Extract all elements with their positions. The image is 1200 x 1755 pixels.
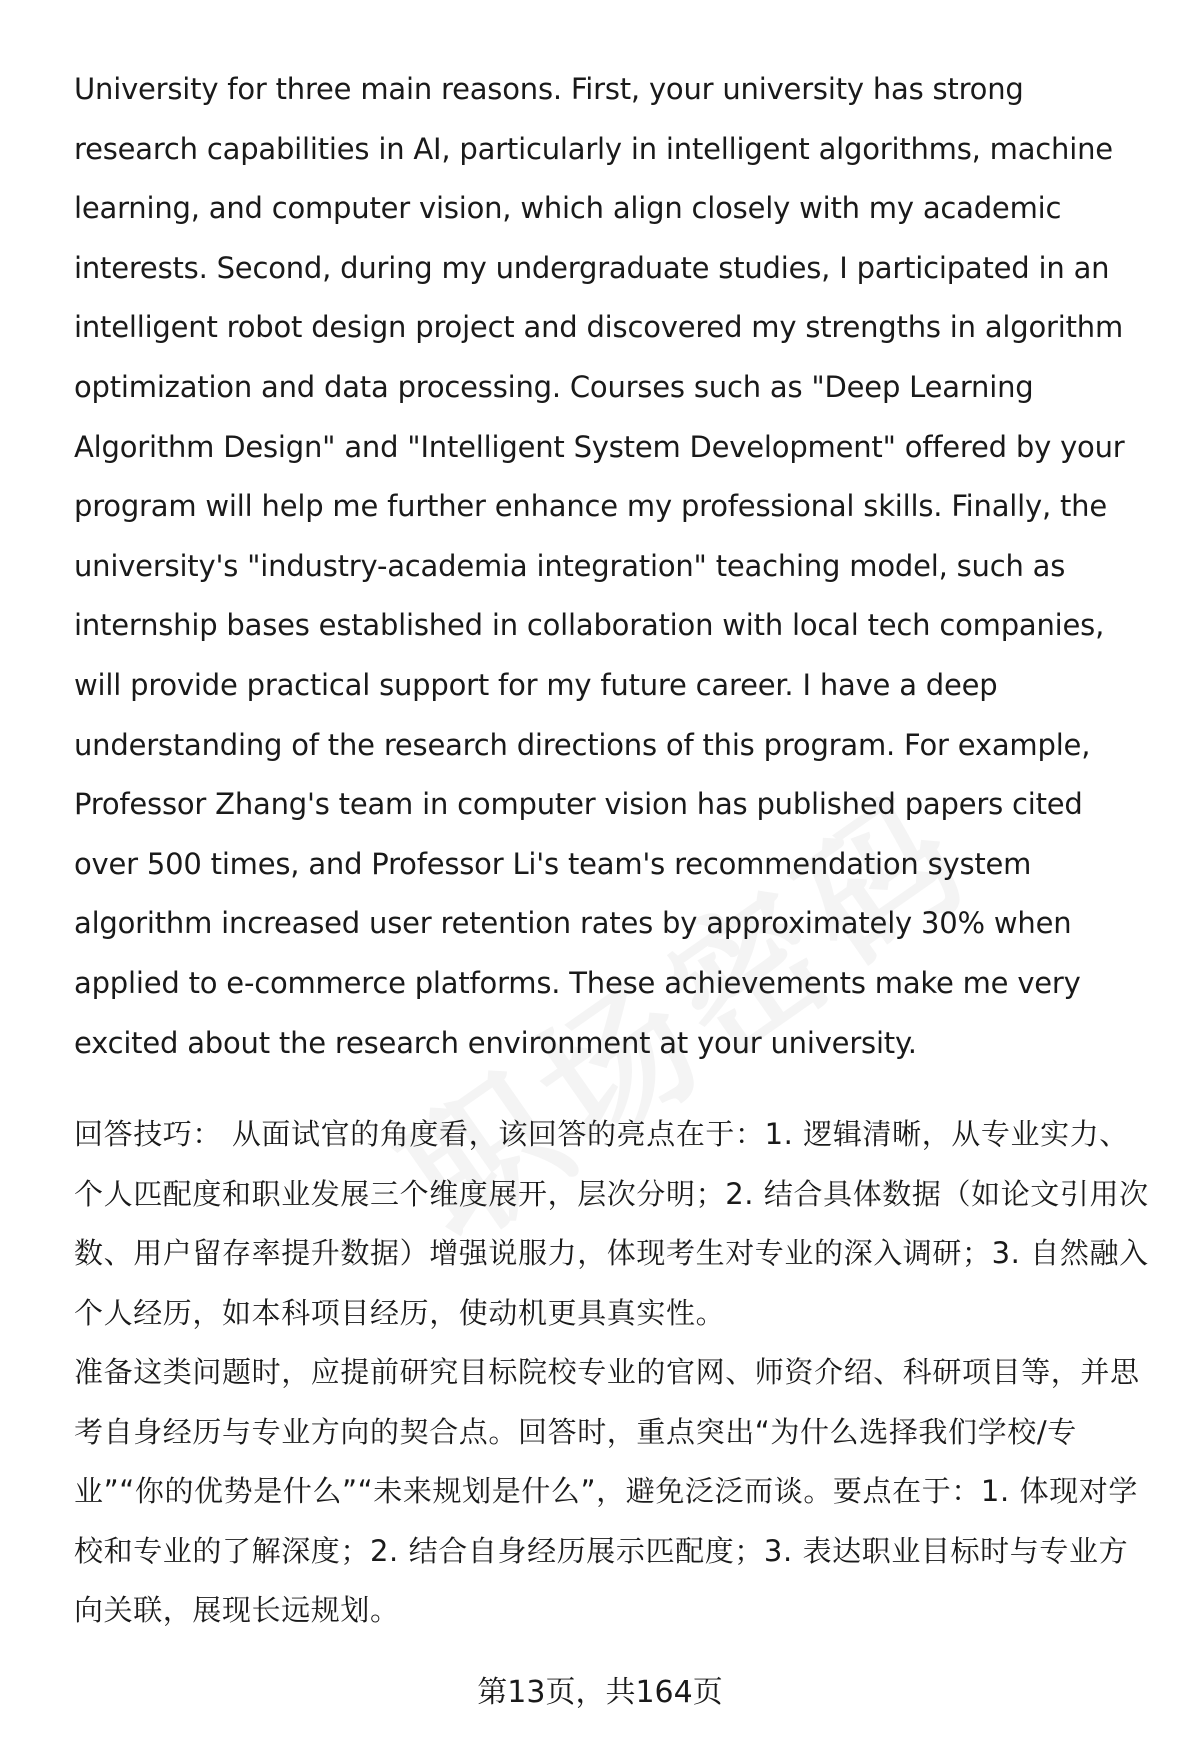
answer-tips-paragraph: 回答技巧： 从面试官的角度看，该回答的亮点在于：1. 逻辑清晰，从专业实力、个人匹配度和职业发展三个维度展开，层次分明；2. 结合具体数据（如论文引用次数、用户留存率提升数据）增强说服力，体现考生对专业的深入调研；3. 自然融入个人经历，如本科项目经历，使动机更具真实性。 [74, 1117, 1149, 1330]
document-body [74, 60, 1154, 1641]
preparation-advice-paragraph: 准备这类问题时，应提前研究目标院校专业的官网、师资介绍、科研项目等，并思考自身经历与专业方向的契合点。回答时，重点突出“为什么选择我们学校/专业”“你的优势是什么”“未来规划是什么”，避免泛泛而谈。要点在于：1. 体现对学校和专业的了解深度；2. 结合自身经历展示匹配度；3. 表达职业目标时与专业方向关联，展现长远规划。 [74, 1355, 1140, 1628]
english-answer-paragraph: University for three main reasons. First, your university has strong research capabilities in AI, particularly in intelligent algorithms, machine learning, and computer vision, which align closely with my academic interests. Second, during my undergraduate studies, I participated in an intelligent robot design project and discovered my strengths in algorithm optimization and data processing. Courses such as "Deep Learning Algorithm Design" and "Intelligent System Development" offered by your program will help me further enhance my professional skills. Finally, the university's "industry-academia integration" teaching model, such as internship bases established in collaboration with local tech companies, will provide practical support for my future career. I have a deep understanding of the research directions of this program. For example, Professor Zhang's team in computer vision has published papers cited over 500 times, and Professor Li's team's recommendation system algorithm increased user retention rates by approximately 30% when applied to e-commerce platforms. These achievements make me very excited about the research environment at your university. [74, 72, 1125, 1060]
page-number: 第13页，共164页 [477, 1675, 723, 1710]
